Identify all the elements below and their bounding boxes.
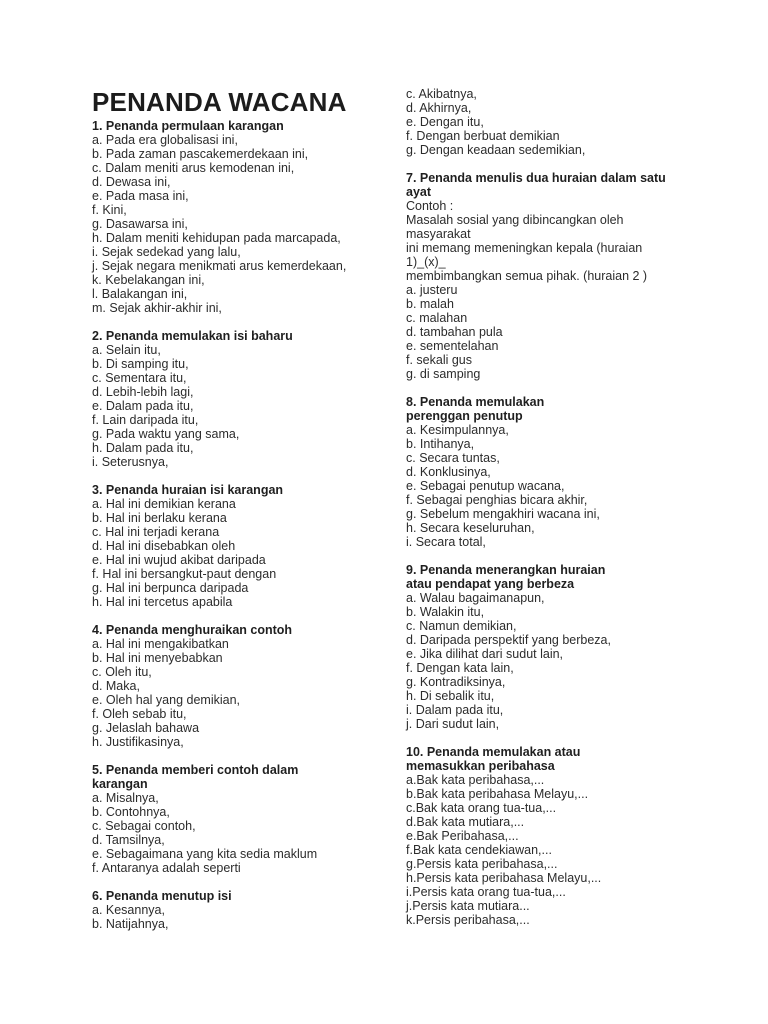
list-item: j.Persis kata mutiara...	[406, 899, 530, 913]
section-heading: karangan	[92, 777, 148, 791]
section-heading: atau pendapat yang berbeza	[406, 577, 575, 591]
list-item: a. Kesimpulannya,	[406, 423, 509, 437]
list-item: b.Bak kata peribahasa Melayu,...	[406, 787, 589, 801]
list-item: g. di samping	[406, 367, 481, 381]
list-item: b. Hal ini berlaku kerana	[92, 511, 227, 525]
section-heading: 3. Penanda huraian isi karangan	[92, 483, 284, 497]
list-item: e. Sebagai penutup wacana,	[406, 479, 565, 493]
section	[406, 395, 706, 549]
list-item: i. Seterusnya,	[92, 455, 169, 469]
list-item: g. Dasawarsa ini,	[92, 217, 188, 231]
list-item: d. tambahan pula	[406, 325, 503, 339]
section-heading: 4. Penanda menghuraikan contoh	[92, 623, 293, 637]
list-item: b. Di samping itu,	[92, 357, 189, 371]
section-heading: 2. Penanda memulakan isi baharu	[92, 329, 293, 343]
section	[92, 119, 372, 315]
list-item: b. Natijahnya,	[92, 917, 169, 931]
section	[406, 563, 706, 731]
list-item: c. Oleh itu,	[92, 665, 152, 679]
list-item: i. Secara total,	[406, 535, 486, 549]
list-item: d. Maka,	[92, 679, 140, 693]
list-item: g. Kontradiksinya,	[406, 675, 506, 689]
list-item: b. Walakin itu,	[406, 605, 485, 619]
list-item: c. Hal ini terjadi kerana	[92, 525, 220, 539]
section	[92, 483, 372, 609]
list-item: d. Hal ini disebabkan oleh	[92, 539, 236, 553]
list-item: h. Hal ini tercetus apabila	[92, 595, 233, 609]
list-item: k.Persis peribahasa,...	[406, 913, 530, 927]
list-item: h. Secara keseluruhan,	[406, 521, 535, 535]
left-column	[92, 86, 372, 945]
section-heading: 7. Penanda menulis dua huraian dalam satu	[406, 171, 666, 185]
list-item: d. Akhirnya,	[406, 101, 472, 115]
section	[92, 623, 372, 749]
section-heading: 5. Penanda memberi contoh dalam	[92, 763, 299, 777]
list-item: e. Jika dilihat dari sudut lain,	[406, 647, 564, 661]
page-title: PENANDA WACANA	[92, 87, 347, 117]
list-item: g. Hal ini berpunca daripada	[92, 581, 249, 595]
section	[406, 171, 706, 381]
list-item: ini memang memeningkan kepala (huraian	[406, 241, 643, 255]
list-item: masyarakat	[406, 227, 471, 241]
list-item: b. Pada zaman pascakemerdekaan ini,	[92, 147, 309, 161]
section	[406, 745, 706, 927]
list-item: a. Kesannya,	[92, 903, 165, 917]
list-item: f. Antaranya adalah seperti	[92, 861, 241, 875]
list-item: h. Dalam meniti kehidupan pada marcapada,	[92, 231, 341, 245]
list-item: g. Pada waktu yang sama,	[92, 427, 240, 441]
list-item: a. Hal ini mengakibatkan	[92, 637, 229, 651]
list-item: c. Akibatnya,	[406, 87, 477, 101]
section-heading: perenggan penutup	[406, 409, 523, 423]
list-item: e. sementelahan	[406, 339, 499, 353]
list-item: c. malahan	[406, 311, 468, 325]
list-item: e. Dalam pada itu,	[92, 399, 194, 413]
list-item: j. Sejak negara menikmati arus kemerdekaan,	[92, 259, 347, 273]
section-heading: 6. Penanda menutup isi	[92, 889, 232, 903]
list-item: c. Sebagai contoh,	[92, 819, 196, 833]
left-sections	[92, 119, 372, 931]
list-item: e. Pada masa ini,	[92, 189, 189, 203]
list-item: h. Justifikasinya,	[92, 735, 184, 749]
list-item: g. Sebelum mengakhiri wacana ini,	[406, 507, 600, 521]
section-heading: 1. Penanda permulaan karangan	[92, 119, 284, 133]
right-column	[406, 87, 706, 941]
list-item: a. Misalnya,	[92, 791, 159, 805]
list-item: d. Daripada perspektif yang berbeza,	[406, 633, 611, 647]
list-item: e. Sebagaimana yang kita sedia maklum	[92, 847, 318, 861]
list-item: f. Lain daripada itu,	[92, 413, 199, 427]
list-item: d.Bak kata mutiara,...	[406, 815, 525, 829]
list-item: l. Balakangan ini,	[92, 287, 188, 301]
section-heading: memasukkan peribahasa	[406, 759, 555, 773]
list-item: a. justeru	[406, 283, 458, 297]
list-item: c. Dalam meniti arus kemodenan ini,	[92, 161, 295, 175]
list-item: a.Bak kata peribahasa,...	[406, 773, 545, 787]
section-heading: 9. Penanda menerangkan huraian	[406, 563, 606, 577]
list-item: Masalah sosial yang dibincangkan oleh	[406, 213, 624, 227]
list-item: b. Contohnya,	[92, 805, 170, 819]
list-item: f. Kini,	[92, 203, 127, 217]
list-item: f. Sebagai penghias bicara akhir,	[406, 493, 588, 507]
list-item: d. Tamsilnya,	[92, 833, 165, 847]
list-item: f. Hal ini bersangkut-paut dengan	[92, 567, 277, 581]
list-item: b. Hal ini menyebabkan	[92, 651, 223, 665]
list-item: e. Oleh hal yang demikian,	[92, 693, 241, 707]
list-item: b. malah	[406, 297, 454, 311]
list-item: c. Secara tuntas,	[406, 451, 500, 465]
list-item: a. Walau bagaimanapun,	[406, 591, 545, 605]
list-item: Contoh :	[406, 199, 454, 213]
list-item: h. Di sebalik itu,	[406, 689, 495, 703]
list-item: f.Bak kata cendekiawan,...	[406, 843, 552, 857]
list-item: 1)_(x)_	[406, 255, 446, 269]
list-item: h.Persis kata peribahasa Melayu,...	[406, 871, 602, 885]
list-item: a. Pada era globalisasi ini,	[92, 133, 238, 147]
list-item: d. Konklusinya,	[406, 465, 491, 479]
list-item: g. Jelaslah bahawa	[92, 721, 200, 735]
list-item: i. Dalam pada itu,	[406, 703, 504, 717]
list-item: f. Dengan kata lain,	[406, 661, 514, 675]
section-heading: 8. Penanda memulakan	[406, 395, 545, 409]
list-item: h. Dalam pada itu,	[92, 441, 194, 455]
list-item: a. Hal ini demikian kerana	[92, 497, 236, 511]
section-heading: ayat	[406, 185, 432, 199]
list-item: j. Dari sudut lain,	[406, 717, 500, 731]
list-item: f. Dengan berbuat demikian	[406, 129, 560, 143]
section	[92, 889, 372, 931]
list-item: d. Dewasa ini,	[92, 175, 171, 189]
section	[92, 763, 372, 875]
list-item: e. Dengan itu,	[406, 115, 484, 129]
list-item: f. sekali gus	[406, 353, 473, 367]
list-item: membimbangkan semua pihak. (huraian 2 )	[406, 269, 648, 283]
list-item: k. Kebelakangan ini,	[92, 273, 205, 287]
section-heading: 10. Penanda memulakan atau	[406, 745, 581, 759]
right-sections	[406, 87, 706, 927]
list-item: d. Lebih-lebih lagi,	[92, 385, 194, 399]
list-item: c. Sementara itu,	[92, 371, 187, 385]
list-item: g.Persis kata peribahasa,...	[406, 857, 558, 871]
list-item: c. Namun demikian,	[406, 619, 517, 633]
list-item: f. Oleh sebab itu,	[92, 707, 187, 721]
section	[406, 87, 706, 157]
section	[92, 329, 372, 469]
list-item: c.Bak kata orang tua-tua,...	[406, 801, 557, 815]
list-item: i.Persis kata orang tua-tua,...	[406, 885, 566, 899]
list-item: a. Selain itu,	[92, 343, 161, 357]
list-item: e. Hal ini wujud akibat daripada	[92, 553, 266, 567]
list-item: e.Bak Peribahasa,...	[406, 829, 519, 843]
list-item: m. Sejak akhir-akhir ini,	[92, 301, 222, 315]
list-item: b. Intihanya,	[406, 437, 475, 451]
list-item: g. Dengan keadaan sedemikian,	[406, 143, 586, 157]
list-item: i. Sejak sedekad yang lalu,	[92, 245, 241, 259]
